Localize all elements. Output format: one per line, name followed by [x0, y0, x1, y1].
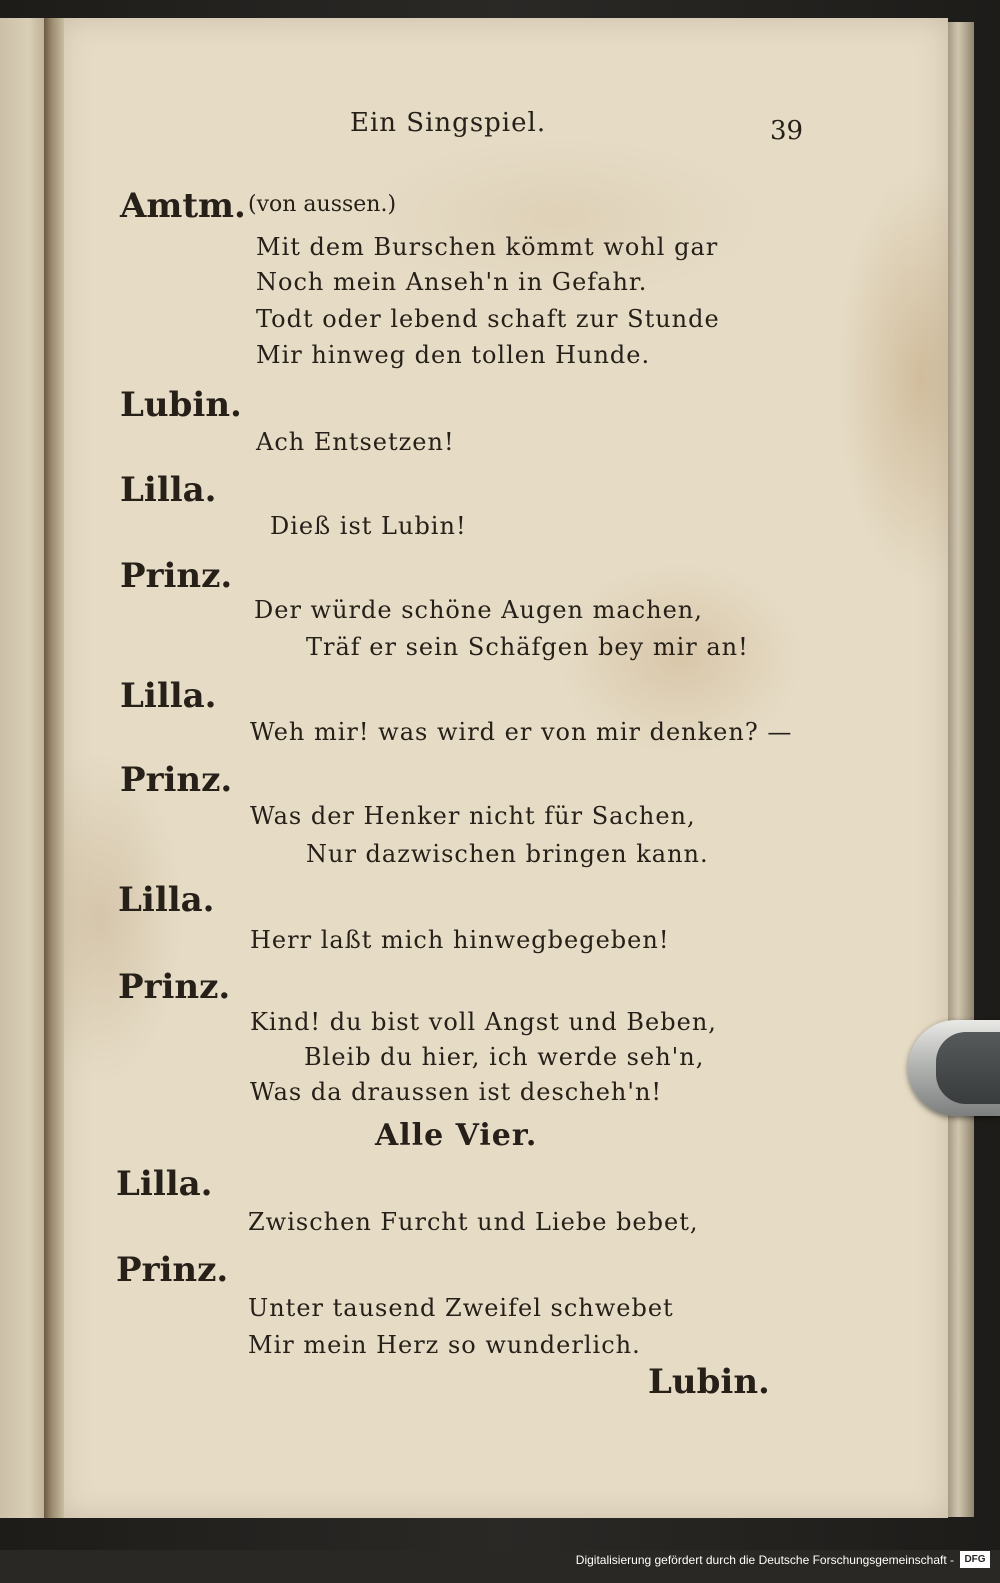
- page-block-edge: [948, 22, 974, 1517]
- verse-line: Dieß ist Lubin!: [270, 512, 467, 540]
- verse-line: Der würde schöne Augen machen,: [254, 596, 703, 624]
- dfg-logo: DFG: [960, 1551, 990, 1568]
- verse-line: Träf er sein Schäfgen bey mir an!: [306, 633, 749, 661]
- book-gutter: [44, 18, 64, 1518]
- speaker-label: Lilla.: [116, 1164, 213, 1204]
- speaker-label: Lilla.: [118, 880, 215, 920]
- verse-line: Ach Entsetzen!: [256, 428, 455, 456]
- verse-line: Mir mein Herz so wunderlich.: [248, 1331, 641, 1359]
- stage-direction: (von aussen.): [248, 192, 397, 217]
- catchword: Lubin.: [648, 1362, 770, 1402]
- verse-line: Nur dazwischen bringen kann.: [306, 840, 709, 868]
- section-heading: Alle Vier.: [375, 1118, 538, 1153]
- verse-line: Zwischen Furcht und Liebe bebet,: [248, 1208, 699, 1236]
- verse-line: Weh mir! was wird er von mir denken? —: [250, 718, 793, 746]
- verse-line: Was da draussen ist descheh'n!: [250, 1078, 663, 1106]
- speaker-label: Prinz.: [116, 1250, 229, 1290]
- verse-line: Bleib du hier, ich werde seh'n,: [304, 1043, 705, 1071]
- page-number: 39: [770, 116, 804, 146]
- speaker-label: Lubin.: [120, 385, 242, 425]
- speaker-label: Prinz.: [118, 967, 231, 1007]
- funding-notice: Digitalisierung gefördert durch die Deutsche Forschungsgemeinschaft -: [575, 1553, 954, 1567]
- verse-line: Unter tausend Zweifel schwebet: [248, 1294, 674, 1322]
- verse-line: Was der Henker nicht für Sachen,: [250, 802, 696, 830]
- running-head: Ein Singspiel.: [350, 108, 547, 138]
- verse-line: Noch mein Anseh'n in Gefahr.: [256, 268, 648, 296]
- speaker-label: Lilla.: [120, 676, 217, 716]
- speaker-label: Amtm.: [120, 186, 246, 226]
- facing-page-edge: [0, 18, 48, 1518]
- page-clip-shadow: [936, 1032, 1000, 1104]
- verse-line: Todt oder lebend schaft zur Stunde: [256, 305, 720, 333]
- speaker-label: Lilla.: [120, 470, 217, 510]
- verse-line: Mit dem Burschen kömmt wohl gar: [256, 233, 719, 261]
- verse-line: Kind! du bist voll Angst und Beben,: [250, 1008, 717, 1036]
- verse-line: Herr laßt mich hinwegbegeben!: [250, 926, 670, 954]
- speaker-label: Prinz.: [120, 760, 233, 800]
- speaker-label: Prinz.: [120, 556, 233, 596]
- verse-line: Mir hinweg den tollen Hunde.: [256, 341, 651, 369]
